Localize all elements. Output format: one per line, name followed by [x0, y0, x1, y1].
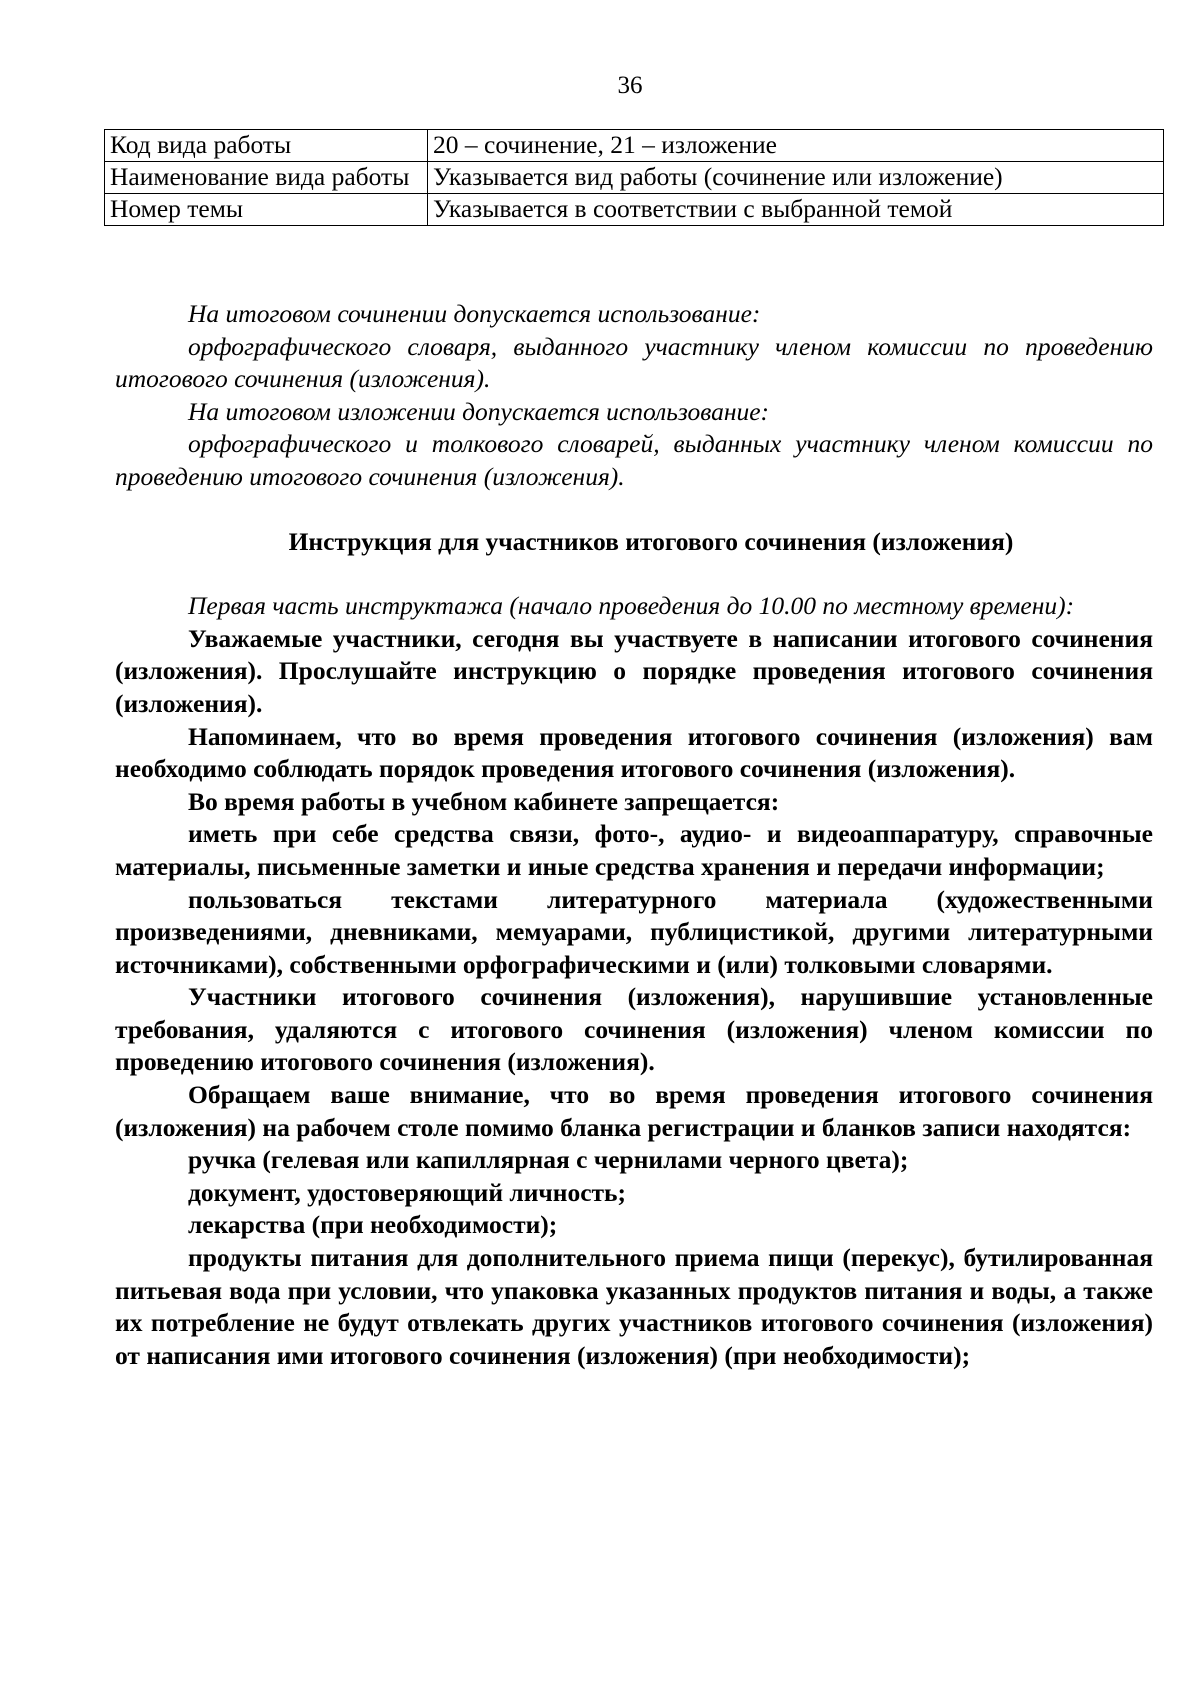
- page-number: 36: [617, 72, 643, 99]
- table-row: [105, 194, 1164, 226]
- document-body: [115, 298, 1153, 1372]
- paragraph: лекарства (при необходимости);: [188, 1210, 558, 1240]
- instruction-intro: [115, 590, 1153, 623]
- allowed-materials-section: [115, 298, 1153, 494]
- paragraph: Обращаем ваше внимание, что во время проведения итогового сочинения (изложения) на рабочем столе помимо бланка регистрации и бланков записи находятся:: [115, 1080, 1153, 1142]
- table-cell-value: Указывается вид работы (сочинение или изложение): [428, 162, 1164, 194]
- paragraph: орфографического словаря, выданного участнику членом комиссии по проведению итогового сочинения (изложения).: [115, 331, 1153, 394]
- paragraph: Участники итогового сочинения (изложения), нарушившие установленные требования, удаляются с итогового сочинения (изложения) членом комиссии по проведению итогового сочинения (изложения).: [115, 982, 1153, 1077]
- paragraph: пользоваться текстами литературного материала (художественными произведениями, дневниками, мемуарами, публицистикой, другими литературными источниками), собственными орфографическими и (или) толковыми словарями.: [115, 884, 1153, 979]
- paragraph: Напоминаем, что во время проведения итогового сочинения (изложения) вам необходимо соблюдать порядок проведения итогового сочинения (изложения).: [115, 721, 1153, 784]
- paragraph: продукты питания для дополнительного приема пищи (перекус), бутилированная питьевая вода при условии, что упаковка указанных продуктов питания и воды, а также их потребление не будут отвлекать других участников итогового сочинения (изложения) от написания ими итогового сочинения (изложения) (при необходимости);: [115, 1243, 1153, 1370]
- table-row: [105, 130, 1164, 162]
- work-info-table: [104, 129, 1164, 226]
- paragraph: ручка (гелевая или капиллярная с чернилами черного цвета);: [188, 1145, 909, 1175]
- instruction-section: [115, 623, 1153, 1373]
- paragraph: Во время работы в учебном кабинете запрещается:: [188, 786, 780, 816]
- paragraph: На итоговом изложении допускается использование:: [188, 396, 770, 426]
- table-cell-key: Код вида работы: [105, 130, 428, 162]
- paragraph: Уважаемые участники, сегодня вы участвуете в написании итогового сочинения (изложения). Прослушайте инструкцию о порядке проведения итогового сочинения (изложения).: [115, 623, 1153, 718]
- table-cell-value: 20 – сочинение, 21 – изложение: [428, 130, 1164, 162]
- paragraph: На итоговом сочинении допускается использование:: [188, 299, 761, 328]
- table-cell-key: Номер темы: [105, 194, 428, 226]
- paragraph: документ, удостоверяющий личность;: [188, 1177, 627, 1207]
- paragraph: иметь при себе средства связи, фото-, аудио- и видеоаппаратуру, справочные материалы, письменные заметки и иные средства хранения и передачи информации;: [115, 819, 1153, 881]
- table-cell-value: Указывается в соответствии с выбранной темой: [428, 194, 1164, 226]
- paragraph: орфографического и толкового словарей, выданных участнику членом комиссии по проведению итогового сочинения (изложения).: [115, 429, 1153, 491]
- section-heading: Инструкция для участников итогового сочинения (изложения): [288, 526, 1014, 556]
- table-row: [105, 162, 1164, 194]
- paragraph: Первая часть инструктажа (начало проведения до 10.00 по местному времени):: [188, 591, 1075, 621]
- table-cell-key: Наименование вида работы: [105, 162, 428, 194]
